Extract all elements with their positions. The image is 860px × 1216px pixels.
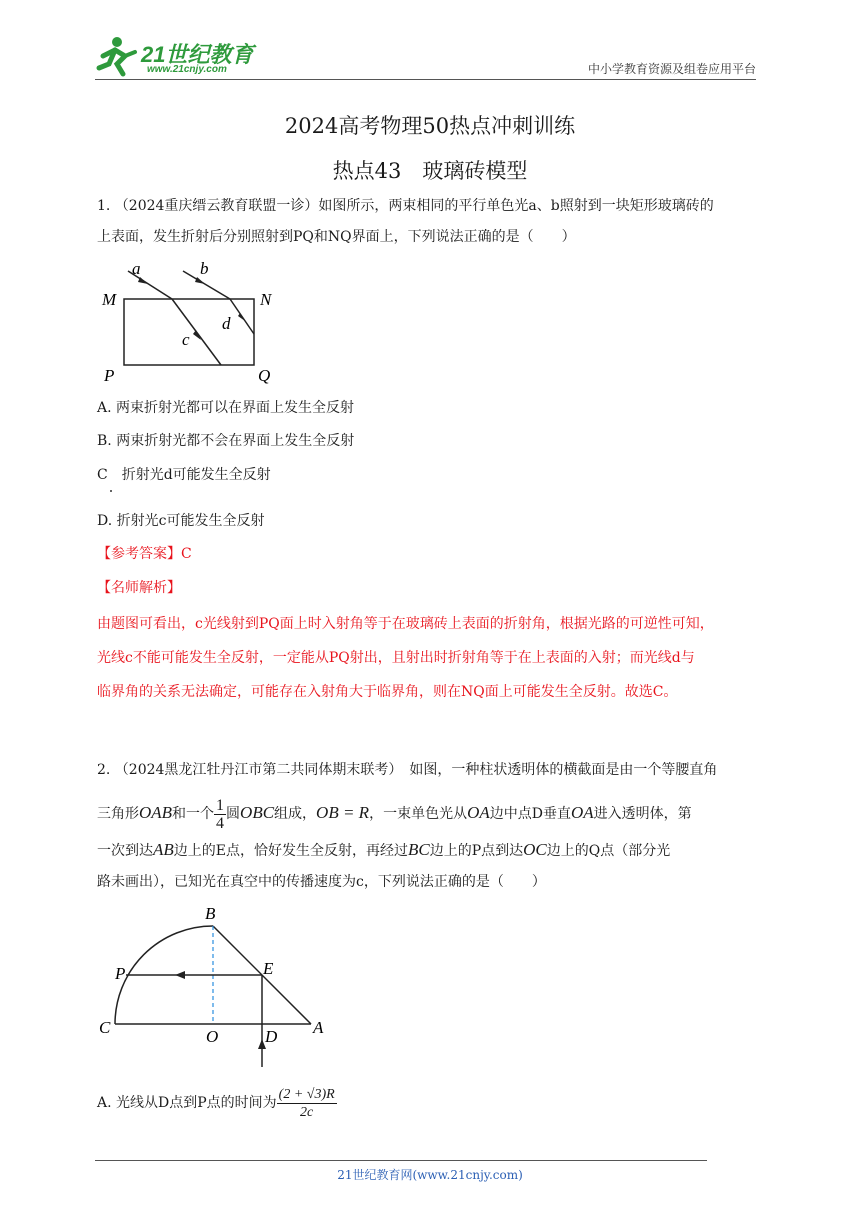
q1-option-c: C 折射光d可能发生全反射 (97, 467, 271, 483)
q1-glass-brick-figure (100, 258, 285, 388)
q1-analysis-line2: 光线c不能可能发生全反射，一定能从PQ射出，且射出时折射角等于在上表面的入射；而光线d与 (97, 650, 695, 666)
q1-label-a: a (132, 259, 141, 278)
q1-stem-line1: 1. （2024重庆缙云教育联盟一诊）如图所示，两束相同的平行单色光a、b照射到一块矩形玻璃砖的 (97, 198, 714, 214)
q2-label-D: D (265, 1027, 278, 1046)
q2-label-O: O (206, 1027, 219, 1046)
q2-label-P: P (115, 964, 126, 983)
platform-label: 中小学教育资源及组卷应用平台 (587, 62, 756, 76)
q1-label-c: c (182, 330, 190, 349)
logo-url: www.21cnjy.com (147, 64, 227, 75)
q1-option-c-dot (110, 490, 112, 492)
q1-label-M: M (102, 290, 117, 309)
footer-text: 21世纪教育网(www.21cnjy.com) (337, 1168, 523, 1182)
q2-stem-line3: 一次到达AB边上的E点，恰好发生全反射，再经过BC边上的P点到达OC边上的Q点（部分光 (97, 840, 671, 859)
q2-label-E: E (263, 959, 274, 978)
logo-title: 21世纪教育 (141, 42, 254, 67)
q2-option-a-fraction: $\frac{(2 + √3)R}{2c}$ (278, 1086, 335, 1120)
q2-fraction-quarter: $\frac{1}{4}$ (216, 796, 225, 832)
site-logo (95, 34, 265, 78)
q2-label-C: C (99, 1018, 111, 1037)
q1-label-d: d (222, 314, 231, 333)
q1-option-d: D. 折射光c可能发生全反射 (97, 513, 265, 529)
q1-answer-tag: 【参考答案】C (97, 546, 192, 562)
q1-stem-line2: 上表面，发生折射后分别照射到PQ和NQ界面上，下列说法正确的是（ ） (97, 229, 576, 245)
q1-analysis-tag: 【名师解析】 (97, 580, 181, 596)
q1-label-b: b (200, 259, 209, 278)
q1-label-P: P (104, 366, 115, 385)
q1-label-N: N (260, 290, 272, 309)
footer-divider (95, 1160, 707, 1161)
q1-analysis-line3: 临界角的关系无法确定，可能存在入射角大于临界角，则在NQ面上可能发生全反射。故选C。 (97, 684, 678, 700)
q2-label-B: B (205, 904, 216, 923)
q1-option-a: A. 两束折射光都可以在界面上发生全反射 (97, 400, 355, 416)
q2-stem-line1: 2. （2024黑龙江牡丹江市第二共同体期末联考） 如图，一种柱状透明体的横截面是由一个等腰直角 (97, 762, 718, 778)
q2-stem-line2: 三角形OAB和一个 $\frac{1}{4}$ 圆OBC组成，OB = R，一束单色光从OA边中点D垂直OA进入透明体，第 (97, 796, 692, 832)
q2-transparent-body-figure (95, 902, 345, 1072)
header-divider (95, 79, 756, 80)
q2-option-a: A. 光线从D点到P点的时间为 $\frac{(2 + √3)R}{2c}$ (97, 1086, 335, 1120)
q1-option-b: B. 两束折射光都不会在界面上发生全反射 (97, 433, 355, 449)
q1-label-Q: Q (258, 366, 271, 385)
page-subtitle: 热点43 玻璃砖模型 (332, 159, 528, 183)
page-title: 2024高考物理50热点冲刺训练 (284, 114, 576, 138)
q2-stem-line4: 路未画出），已知光在真空中的传播速度为c，下列说法正确的是（ ） (97, 874, 546, 890)
q2-label-A: A (313, 1018, 324, 1037)
q1-analysis-line1: 由题图可看出，c光线射到PQ面上时入射角等于在玻璃砖上表面的折射角，根据光路的可逆性可知， (97, 616, 714, 632)
